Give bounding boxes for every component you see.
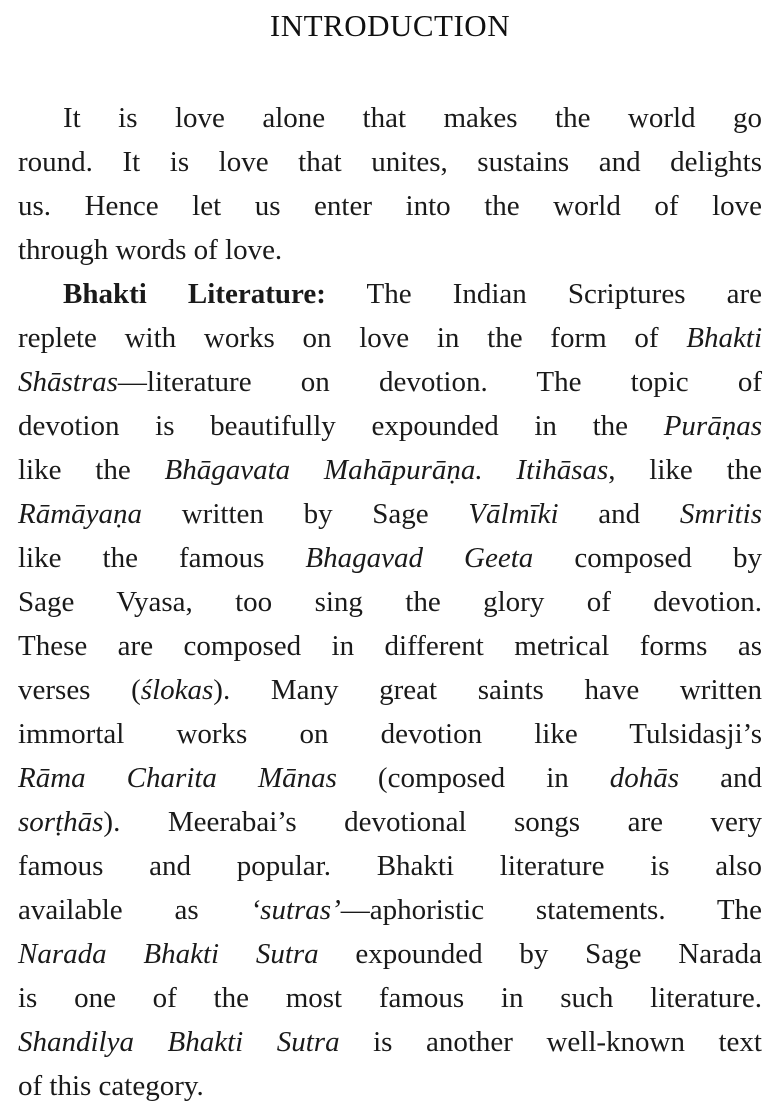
section-heading: Bhakti Literature: [63,278,326,310]
text-line: It is love alone that makes the world go [63,102,762,134]
text-line: Rāma Charita Mānas (composed in dohās and [18,762,762,794]
body-text [18,96,762,1108]
text-line: like the Bhāgavata Mahāpurāṇa. Itihāsas, like the [18,454,763,486]
text-line: is one of the most famous in such literature. [18,982,762,1014]
text-line: like the famous Bhagavad Geeta composed by [18,542,762,574]
text-line: These are composed in different metrical forms as [18,630,762,662]
text-line: us. Hence let us enter into the world of love [18,190,762,222]
text-line: replete with works on love in the form of Bhakti [18,322,762,354]
text-line: famous and popular. Bhakti literature is also [18,850,762,882]
text-line: Sage Vyasa, too sing the glory of devotion. [18,586,762,618]
paragraph-bhakti-literature [18,272,762,1108]
text-line: Shandilya Bhakti Sutra is another well-known text [18,1026,762,1058]
text-line: of this category. [18,1070,204,1102]
text-line: devotion is beautifully expounded in the Purāṇas [18,410,762,442]
paragraph-intro [18,96,762,272]
text-line: sorṭhās). Meerabai’s devotional songs are very [18,806,762,838]
text-line: Narada Bhakti Sutra expounded by Sage Narada [18,938,762,970]
text-line: round. It is love that unites, sustains and delights [18,146,762,178]
text-line: available as ‘sutras’—aphoristic statements. The [18,894,762,926]
page-title: INTRODUCTION [269,8,511,43]
text-line: Rāmāyaṇa written by Sage Vālmīki and Smritis [18,498,763,530]
text-line: immortal works on devotion like Tulsidasji’s [18,718,762,750]
text-line: Bhakti Literature: The Indian Scriptures are [63,278,763,310]
text-line: Shāstras—literature on devotion. The topic of [18,366,762,398]
text-line: through words of love. [18,234,283,266]
text-line: verses (ślokas). Many great saints have written [18,674,762,706]
